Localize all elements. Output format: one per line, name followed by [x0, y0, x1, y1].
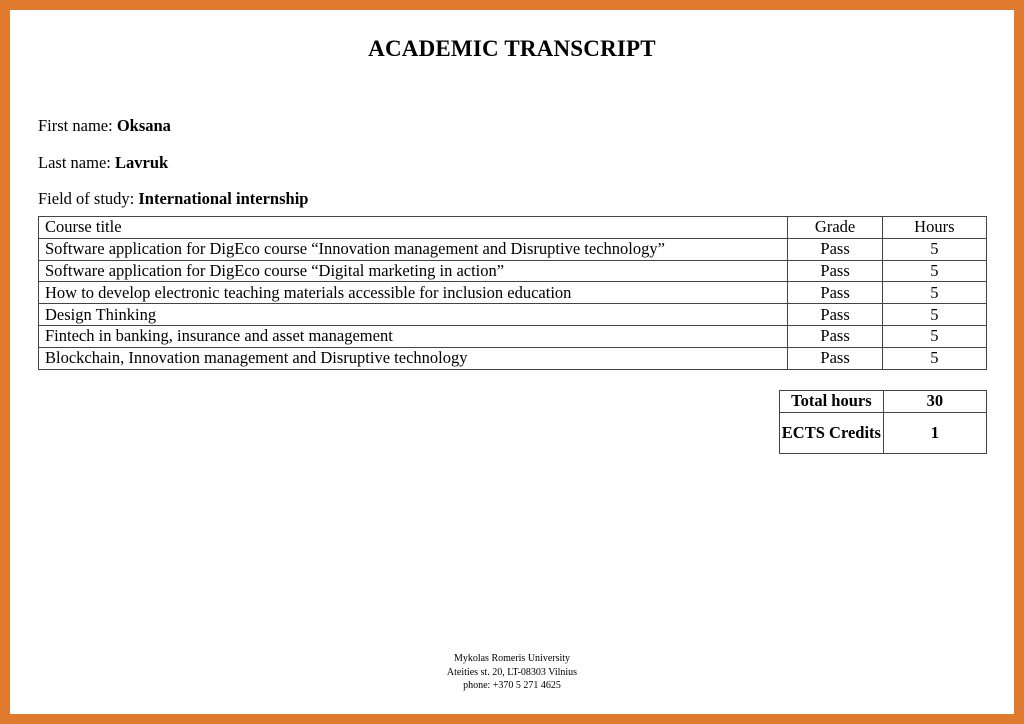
totals-table: [779, 390, 987, 454]
course-title: How to develop electronic teaching materials accessible for inclusion education: [39, 282, 788, 304]
course-hours: 5: [882, 238, 986, 260]
header-hours: Hours: [882, 217, 986, 239]
course-hours: 5: [882, 347, 986, 369]
document-title: ACADEMIC TRANSCRIPT: [368, 36, 656, 61]
footer-university: Mykolas Romeris University: [453, 653, 571, 664]
table-row: [39, 260, 987, 282]
course-title: Software application for DigEco course “Digital marketing in action”: [39, 260, 788, 282]
course-grade: Pass: [788, 282, 882, 304]
course-hours: 5: [882, 325, 986, 347]
footer-street: Ateities st. 20, LT-08303 Vilnius: [446, 666, 578, 678]
course-grade: Pass: [788, 325, 882, 347]
course-title: Fintech in banking, insurance and asset management: [39, 325, 788, 347]
course-title: Software application for DigEco course “Innovation management and Disruptive technology”: [39, 238, 788, 260]
first-name-field: [38, 116, 171, 136]
table-row: [39, 238, 987, 260]
field-of-study-field: [38, 189, 308, 209]
courses-table: [38, 216, 987, 370]
ects-value: 1: [883, 412, 986, 453]
table-row: [39, 325, 987, 347]
course-grade: Pass: [788, 304, 882, 326]
footer-address: [10, 652, 1014, 693]
course-title: Blockchain, Innovation management and Disruptive technology: [39, 347, 788, 369]
total-hours-label: Total hours: [780, 391, 884, 413]
header-grade: Grade: [788, 217, 882, 239]
course-grade: Pass: [788, 260, 882, 282]
field-of-study-label: Field of study:: [38, 189, 139, 208]
table-row: [39, 347, 987, 369]
course-hours: 5: [882, 304, 986, 326]
course-title: Design Thinking: [39, 304, 788, 326]
last-name-field: [38, 153, 168, 173]
first-name-value: Oksana: [116, 116, 171, 135]
table-row: [39, 282, 987, 304]
table-row: [39, 304, 987, 326]
last-name-value: Lavruk: [114, 153, 169, 172]
course-grade: Pass: [788, 238, 882, 260]
first-name-label: First name:: [38, 116, 117, 135]
ects-label: ECTS Credits: [780, 412, 884, 453]
header-course-title: Course title: [39, 217, 788, 239]
total-hours-row: [780, 391, 987, 413]
course-grade: Pass: [788, 347, 882, 369]
total-hours-value: 30: [883, 391, 986, 413]
ects-row: [780, 412, 987, 453]
course-hours: 5: [882, 282, 986, 304]
field-of-study-value: International internship: [138, 189, 309, 208]
courses-header-row: [39, 217, 987, 239]
footer-phone: phone: +370 5 271 4625: [463, 680, 561, 691]
last-name-label: Last name:: [38, 153, 115, 172]
course-hours: 5: [882, 260, 986, 282]
